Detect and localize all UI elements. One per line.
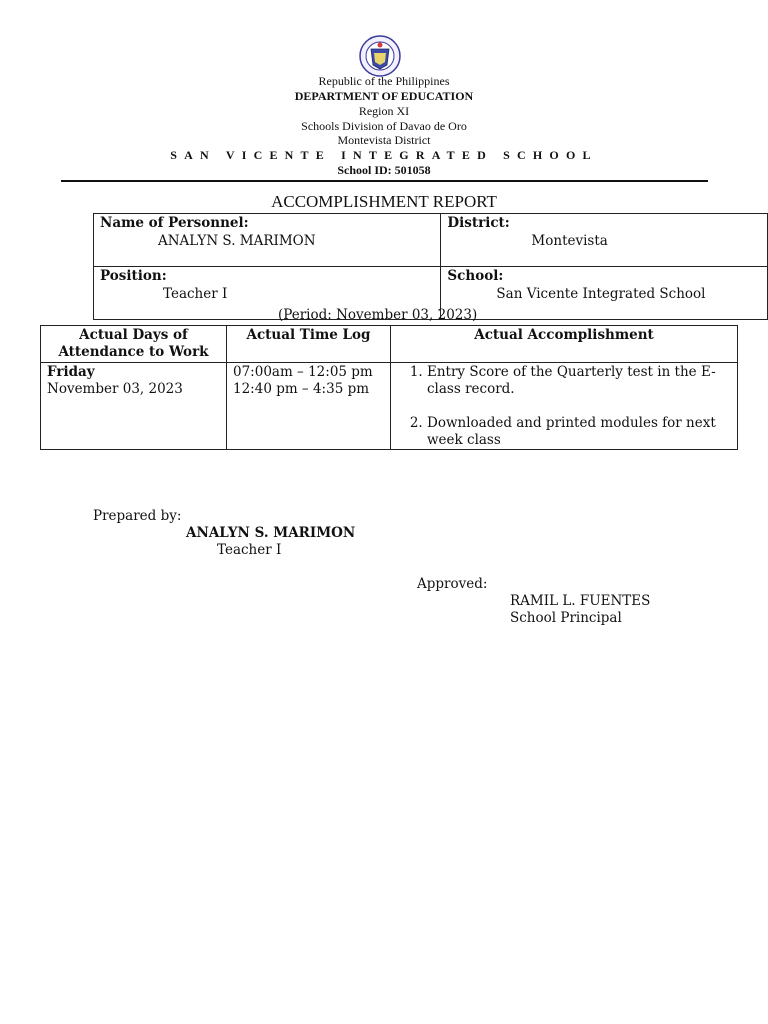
page-title: ACCOMPLISHMENT REPORT [271, 192, 497, 211]
deped-seal-icon [351, 35, 409, 77]
name-cell [94, 214, 441, 267]
day-name: Friday [47, 364, 95, 380]
approved-title: School Principal [510, 610, 622, 626]
header-school-id: School ID: 501058 [337, 163, 431, 177]
approved-name: RAMIL L. FUENTES [510, 593, 651, 609]
header-accomplishment: Actual Accomplishment [391, 326, 738, 363]
accomplishment-list [397, 364, 731, 449]
header-republic: Republic of the Philippines [318, 74, 450, 88]
name-label: Name of Personnel: [100, 215, 249, 231]
name-value: ANALYN S. MARIMON [158, 233, 316, 249]
position-value: Teacher I [163, 286, 228, 302]
header-district: Montevista District [337, 133, 431, 147]
district-value: Montevista [531, 233, 608, 249]
header-time-log: Actual Time Log [227, 326, 391, 363]
accomplishment-item: 2. Downloaded and printed modules for next week class [427, 415, 731, 449]
personnel-info-table [93, 213, 768, 320]
day-date: November 03, 2023 [47, 381, 183, 397]
header-department: DEPARTMENT OF EDUCATION [294, 89, 474, 103]
prepared-by-label: Prepared by: [93, 508, 182, 524]
school-label: School: [447, 268, 504, 284]
day-cell [41, 363, 227, 450]
district-cell [441, 214, 768, 267]
header-school-name: SAN VICENTE INTEGRATED SCHOOL [170, 148, 598, 162]
accomplishment-item: 1. Entry Score of the Quarterly test in the E-class record. [427, 364, 731, 398]
school-cell [441, 267, 768, 320]
header-divider [61, 180, 708, 182]
prepared-by-name: ANALYN S. MARIMON [186, 525, 356, 541]
approved-label: Approved: [417, 576, 488, 592]
header-division: Schools Division of Davao de Oro [301, 119, 467, 133]
header-region: Region XI [358, 104, 410, 118]
time-cell [227, 363, 391, 450]
position-label: Position: [100, 268, 167, 284]
time-log-1: 07:00am – 12:05 pm [233, 364, 373, 380]
time-log-2: 12:40 pm – 4:35 pm [233, 381, 370, 397]
table-row [41, 363, 738, 450]
prepared-by-title: Teacher I [217, 542, 282, 558]
header-days: Actual Days of Attendance to Work [41, 326, 227, 363]
school-value: San Vicente Integrated School [496, 286, 706, 302]
period-label: (Period: November 03, 2023) [278, 307, 478, 323]
accomplishment-table [40, 325, 738, 450]
accomplishment-cell [391, 363, 738, 450]
table-header-row [41, 326, 738, 363]
district-label: District: [447, 215, 510, 231]
